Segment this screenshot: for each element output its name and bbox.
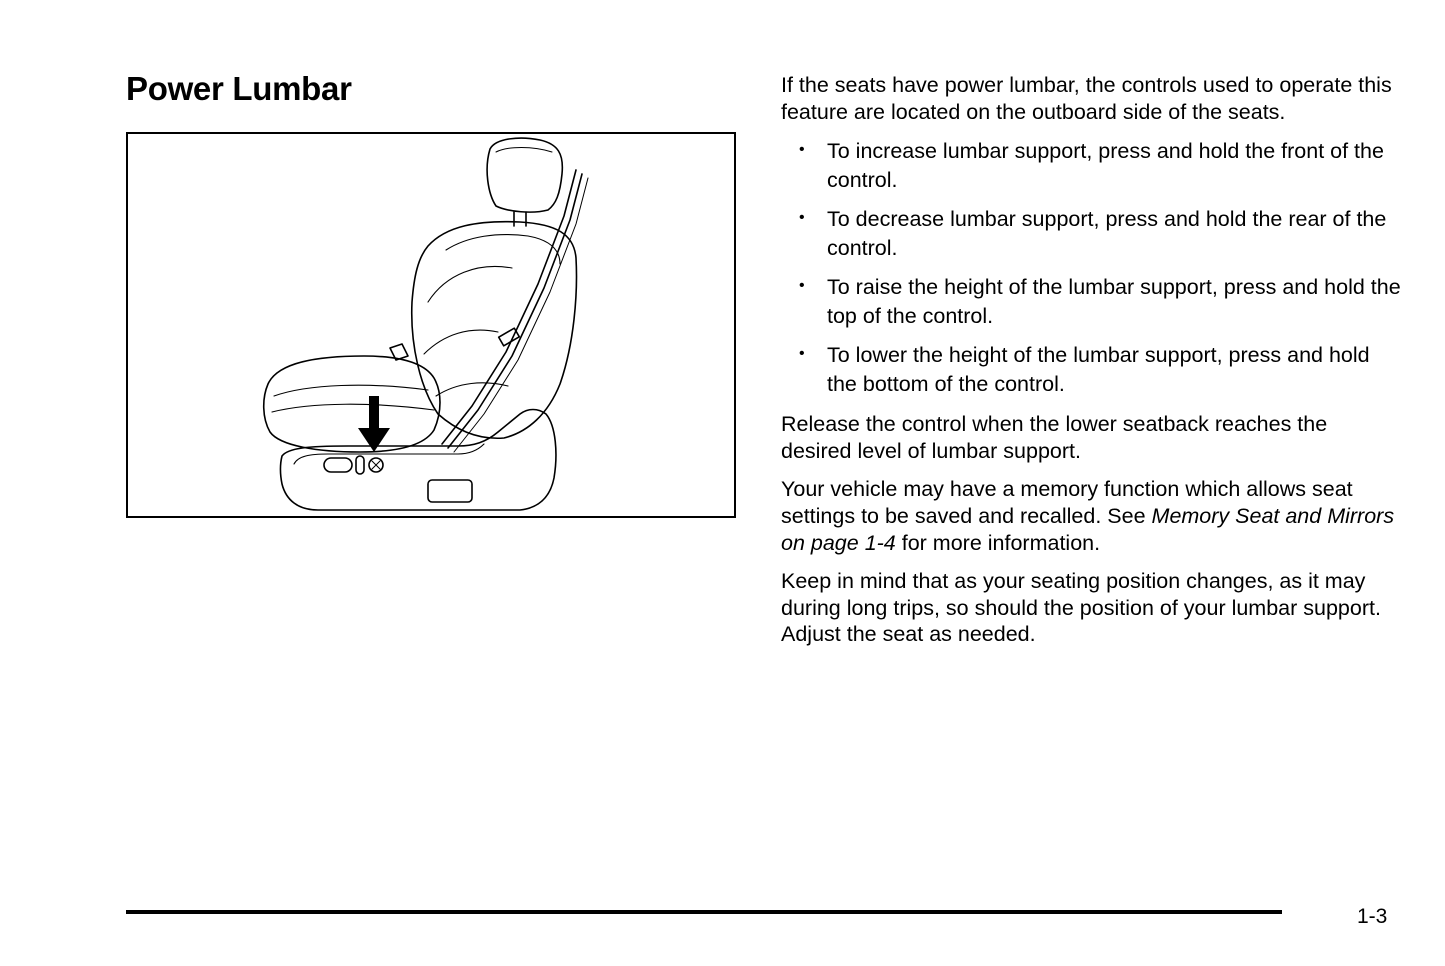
keep-in-mind-paragraph: Keep in mind that as your seating position changes, as it may during long trips, so should the position of your lumbar support. Adjust the seat as needed. [781, 569, 1381, 647]
bullet-icon: • [799, 209, 805, 227]
bullet-icon: • [799, 277, 805, 295]
seat-illustration [126, 132, 736, 518]
intro-paragraph: If the seats have power lumbar, the controls used to operate this feature are located on the outboard side of the seats. [781, 73, 1392, 124]
list-item: • To raise the height of the lumbar support, press and hold the top of the control. [781, 273, 1401, 331]
release-paragraph: Release the control when the lower seatback reaches the desired level of lumbar support. [781, 412, 1328, 463]
seatback [412, 222, 577, 439]
memory-seat-reference-link[interactable]: Memory Seat and Mirrors on page 1-4 [781, 503, 1395, 555]
bullet-list [781, 137, 1401, 399]
list-item: • To increase lumbar support, press and hold the front of the control. [781, 137, 1401, 195]
bullet-icon: • [799, 345, 805, 363]
page-title: Power Lumbar [126, 70, 352, 107]
seat-belt [442, 170, 576, 444]
power-seat-drawing [128, 134, 734, 516]
page-number: 1-3 [1357, 905, 1388, 928]
bullet-icon: • [799, 141, 805, 159]
headrest [487, 138, 562, 212]
list-item: • To lower the height of the lumbar support, press and hold the bottom of the control. [781, 341, 1401, 399]
seat-side-trim [281, 410, 556, 511]
body-text [781, 72, 1401, 660]
seat-controls-icon [324, 456, 383, 474]
memory-paragraph: Your vehicle may have a memory function which allows seat settings to be saved and recalled. See Memory Seat and Mirrors on page 1-4 for more information. [781, 477, 1395, 555]
footer-rule [126, 910, 1282, 914]
list-item: • To decrease lumbar support, press and hold the rear of the control. [781, 205, 1401, 263]
